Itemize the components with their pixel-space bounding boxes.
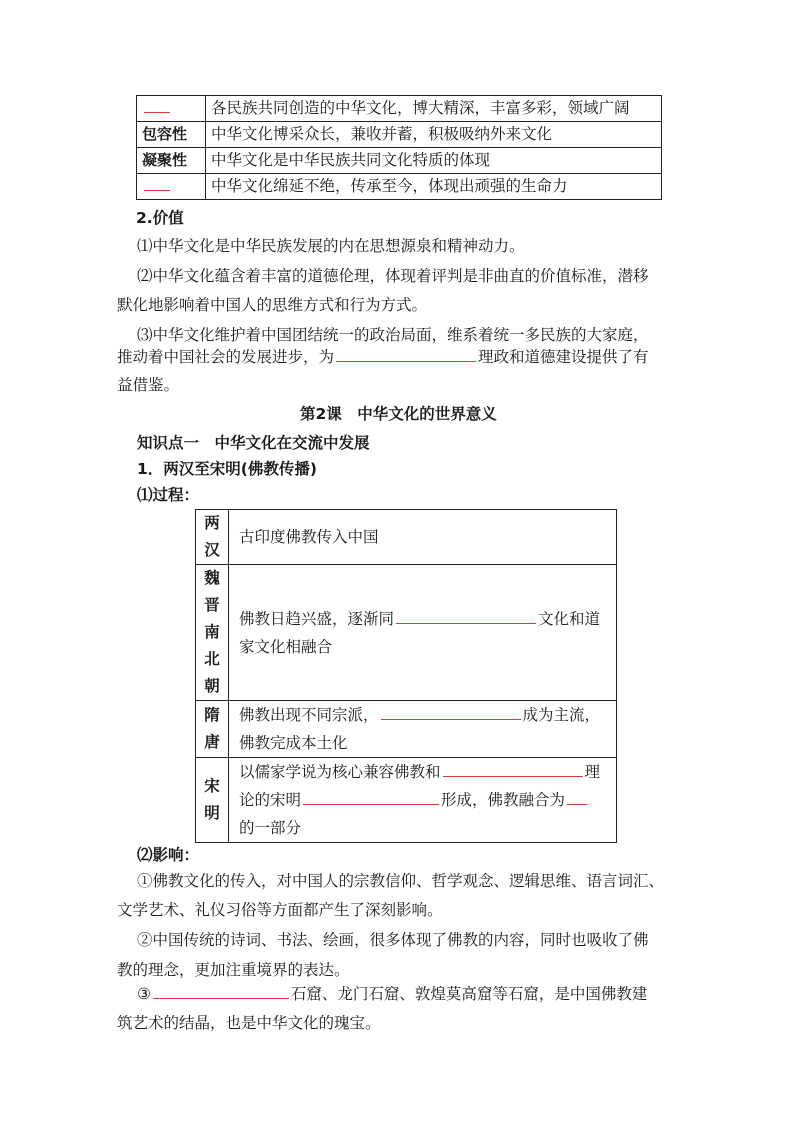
paragraph: ⑵中华文化蕴含着丰富的道德伦理，体现着评判是非曲直的价值标准，潜移 — [137, 267, 649, 285]
text-fragment: 石窟、龙门石窟、敦煌莫高窟等石窟，是中国佛教建 — [290, 985, 648, 1003]
text-fragment: 成为主流， — [522, 706, 601, 724]
text-fragment: 佛教完成本土化 — [239, 734, 348, 752]
period-cell — [196, 758, 229, 843]
blank-key-cell — [137, 174, 206, 200]
text-fragment: 理 — [584, 763, 601, 781]
table-row — [137, 174, 662, 200]
paragraph: 文学艺术、礼仪习俗等方面都产生了深刻影响。 — [117, 901, 443, 919]
lesson-title: 第2课 中华文化的世界意义 — [300, 405, 497, 423]
fill-blank[interactable] — [153, 997, 289, 999]
period-label: 魏晋南北朝 — [204, 569, 220, 695]
table-row — [196, 701, 617, 758]
table-cell — [229, 701, 617, 758]
impact-heading: ⑵影响： — [137, 846, 200, 864]
text-fragment: 以儒家学说为核心兼容佛教和 — [239, 763, 441, 781]
fill-blank[interactable] — [396, 622, 536, 624]
period-label: 宋明 — [204, 777, 220, 822]
text-fragment: 文化和道 — [538, 609, 601, 628]
fill-blank[interactable] — [336, 360, 476, 362]
table-row — [196, 565, 617, 701]
text-fragment: 家文化相融合 — [239, 637, 333, 656]
blank-key-cell — [137, 96, 206, 122]
characteristics-table — [136, 95, 662, 200]
text-fragment: 推动着中国社会的发展进步，为 — [117, 348, 335, 366]
table-cell: 古印度佛教传入中国 — [229, 510, 617, 565]
table-row — [137, 96, 662, 122]
table-row — [137, 148, 662, 174]
key-cell: 包容性 — [137, 122, 206, 148]
text-fragment: ③ — [137, 985, 151, 1003]
table-cell: 中华文化是中华民族共同文化特质的体现 — [206, 148, 662, 174]
fill-blank[interactable] — [381, 718, 521, 720]
subsection-heading: 1．两汉至宋明(佛教传播) — [137, 460, 317, 478]
text-fragment: 佛教出现不同宗派， — [239, 706, 379, 724]
period-cell — [196, 510, 229, 565]
period-label: 隋唐 — [204, 706, 220, 751]
process-heading: ⑴过程： — [137, 486, 200, 504]
table-cell — [229, 565, 617, 701]
fill-blank[interactable] — [144, 111, 170, 113]
paragraph — [137, 984, 677, 1004]
text-fragment: 形成，佛教融合为 — [441, 791, 566, 809]
text-fragment: 佛教日趋兴盛，逐渐同 — [239, 609, 395, 628]
paragraph: 筑艺术的结晶，也是中华文化的瑰宝。 — [117, 1014, 381, 1032]
paragraph — [117, 347, 657, 367]
paragraph: 教的理念，更加注重境界的表达。 — [117, 961, 350, 979]
paragraph: 默化地影响着中国人的思维方式和行为方式。 — [117, 296, 428, 314]
text-fragment: 论的宋明 — [239, 791, 302, 809]
period-label: 两汉 — [204, 514, 220, 559]
knowledge-point-heading: 知识点一 中华文化在交流中发展 — [137, 434, 370, 452]
paragraph: ⑶中华文化维护着中国团结统一的政治局面，维系着统一多民族的大家庭， — [137, 326, 649, 344]
paragraph: ①佛教文化的传入，对中国人的宗教信仰、哲学观念、逻辑思维、语言词汇、 — [137, 872, 665, 890]
table-cell — [229, 758, 617, 843]
table-row — [137, 122, 662, 148]
fill-blank[interactable] — [567, 803, 587, 805]
table-row — [196, 510, 617, 565]
period-cell — [196, 701, 229, 758]
process-table — [195, 509, 617, 843]
text-fragment: 理政和道德建设提供了有 — [478, 348, 649, 366]
table-cell: 中华文化博采众长，兼收并蓄，积极吸纳外来文化 — [206, 122, 662, 148]
table-row — [196, 758, 617, 843]
section-heading: 2.价值 — [136, 209, 184, 227]
paragraph: ②中国传统的诗词、书法、绘画，很多体现了佛教的内容，同时也吸收了佛 — [137, 931, 649, 949]
fill-blank[interactable] — [303, 803, 439, 805]
paragraph: ⑴中华文化是中华民族发展的内在思想源泉和精神动力。 — [137, 237, 525, 255]
paragraph: 益借鉴。 — [117, 376, 180, 394]
text-fragment: 的一部分 — [239, 819, 302, 837]
fill-blank[interactable] — [144, 189, 170, 191]
period-cell — [196, 565, 229, 701]
table-cell: 各民族共同创造的中华文化，博大精深，丰富多彩，领域广阔 — [206, 96, 662, 122]
key-cell: 凝聚性 — [137, 148, 206, 174]
table-cell: 中华文化绵延不绝，传承至今，体现出顽强的生命力 — [206, 174, 662, 200]
fill-blank[interactable] — [443, 775, 583, 777]
